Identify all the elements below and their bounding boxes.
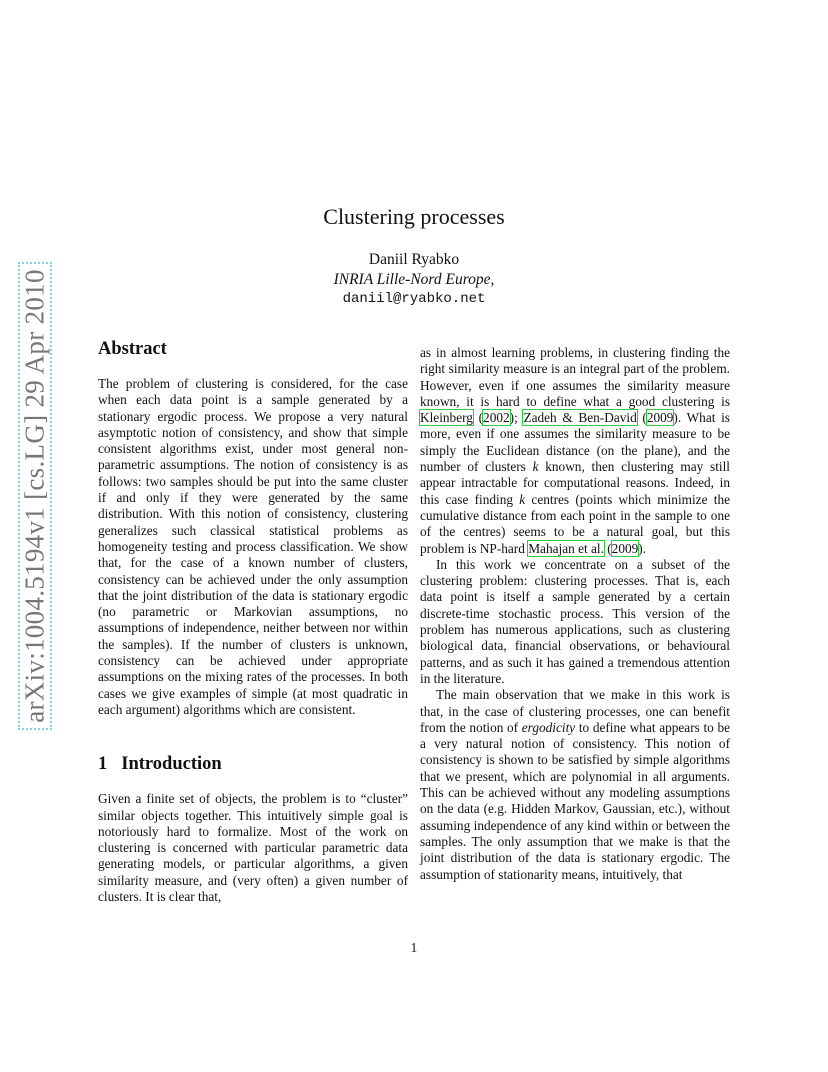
paper-title: Clustering processes xyxy=(323,204,505,229)
citation-year-link[interactable]: 2009 xyxy=(646,410,674,426)
right-column xyxy=(420,345,730,883)
citation-year-link[interactable]: 2002 xyxy=(483,410,510,426)
citation-link-zadeh[interactable]: Zadeh & Ben-David xyxy=(523,410,637,426)
intro-paragraph-4 xyxy=(420,687,730,883)
citation-year-link[interactable]: 2009 xyxy=(611,540,639,556)
text-segment: to define what appears to be a very natural notion of consistency. This notion of consistency is shown to be satisfied by simple algorithms that we present, which are polynomial in all arguments. This can be achieved without any modeling assumptions on the data (e.g. Hidden Markov, Gaussian, etc.), without assuming independence of any kind within or between the samples. The only assumption that we make is that the joint distribution of the data is stationary ergodic. The assumption of stationarity means, intuitively, that xyxy=(420,719,731,882)
author-email: daniil@ryabko.net xyxy=(342,291,486,307)
introduction-heading xyxy=(98,753,408,775)
citation-link-kleinberg[interactable]: Kleinberg xyxy=(420,410,473,426)
section-number: 1 xyxy=(98,754,108,775)
page-number: 1 xyxy=(410,940,418,955)
text-segment: . What is more, even if one assumes the similarity measure to be simply the Euclidean distance (on the plane), and the number of clusters xyxy=(420,410,730,475)
math-k: k xyxy=(519,491,526,507)
left-column xyxy=(98,338,408,905)
intro-paragraph-2: as in almost learning problems, in clustering finding the right similarity measure is an integral part of the problem. However, even if one assumes the similarity measure known, it is hard to define what a good clustering is Kleinberg (2002); Zadeh & Ben-David (2009). What is more, even if one assumes the similarity measure to be simply the Euclidean distance (on the plane), and the number of clusters k known, then clustering may still appear intractable for computational reasons. Indeed, in this case finding k centres (points which minimize the cumulative distance from each point in the sample to one of the centres) seems to be a natural goal, but this problem is NP-hard Mahajan et al. (2009). xyxy=(420,345,730,556)
abstract-text: The problem of clustering is considered, for the case when each data point is a sample generated by a stationary ergodic process. We propose a very natural asymptotic notion of consistency, and show that simple consistent algorithms exist, under most general non-parametric assumptions. The notion of consistency is as follows: two samples should be put into the same cluster if and only if they were generated by the same distribution. With this notion of consistency, clustering generalizes such classical statistical problems as homogeneity testing and process classification. We show that, for the case of a known number of clusters, consistency can be achieved under the only assumption that the joint distribution of the data is stationary ergodic (no parametric or Markovian assumptions, no assumptions of independence, neither between nor within the samples). If the number of clusters is unknown, consistency can be achieved under appropriate assumptions on the mixing rates of the processes. In both cases we give examples of simple (at most quadratic in each argument) algorithms which are consistent. xyxy=(98,376,408,717)
author-name: Daniil Ryabko xyxy=(368,251,460,268)
math-k: k xyxy=(532,459,539,475)
emphasis-ergodicity: ergodicity xyxy=(521,719,576,735)
text-segment: The main observation that we make in this work is that, in the case of clustering processes, one can benefit from the notion of xyxy=(420,687,730,735)
author-affiliation: INRIA Lille-Nord Europe, xyxy=(333,271,495,288)
intro-paragraph-1: Given a finite set of objects, the problem is to “cluster” similar objects together. This intuitively simple goal is notoriously hard to formalize. Most of the work on clustering is concerned with particular parametric data generating models, or particular algorithms, a given similarity measure, and (very often) a given number of clusters. It is clear that, xyxy=(98,791,408,905)
citation-separator: ; xyxy=(514,410,524,426)
citation-link-mahajan[interactable]: Mahajan et al. xyxy=(528,540,604,556)
section-title: Introduction xyxy=(121,754,222,775)
text-segment: ). xyxy=(638,540,647,556)
intro-paragraph-3: In this work we concentrate on a subset of the clustering problem: clustering processes. That is, each data point is itself a sample generated by a certain discrete-time stochastic process. This version of the problem has numerous applications, such as clustering biological data, financial observations, or behavioural patterns, and as such it has gained a tremendous attention in the literature. xyxy=(420,556,730,686)
text-segment: centres (points which minimize the cumulative distance from each point in the sample to one of the centres) seems to be a natural goal, but this problem is NP-hard xyxy=(420,491,730,556)
text-segment: as in almost learning problems, in clustering finding the right similarity measure is an integral part of the problem. However, even if one assumes the similarity measure known, it is hard to define what a good clustering is xyxy=(420,345,730,409)
arxiv-identifier[interactable]: arXiv:1004.5194v1 [cs.LG] 29 Apr 2010 xyxy=(19,269,50,723)
abstract-heading: Abstract xyxy=(98,339,167,359)
text-segment: known, then clustering may still appear intractable for computational reasons. Indeed, in this case finding xyxy=(420,459,730,507)
arxiv-sidebar xyxy=(18,262,52,730)
